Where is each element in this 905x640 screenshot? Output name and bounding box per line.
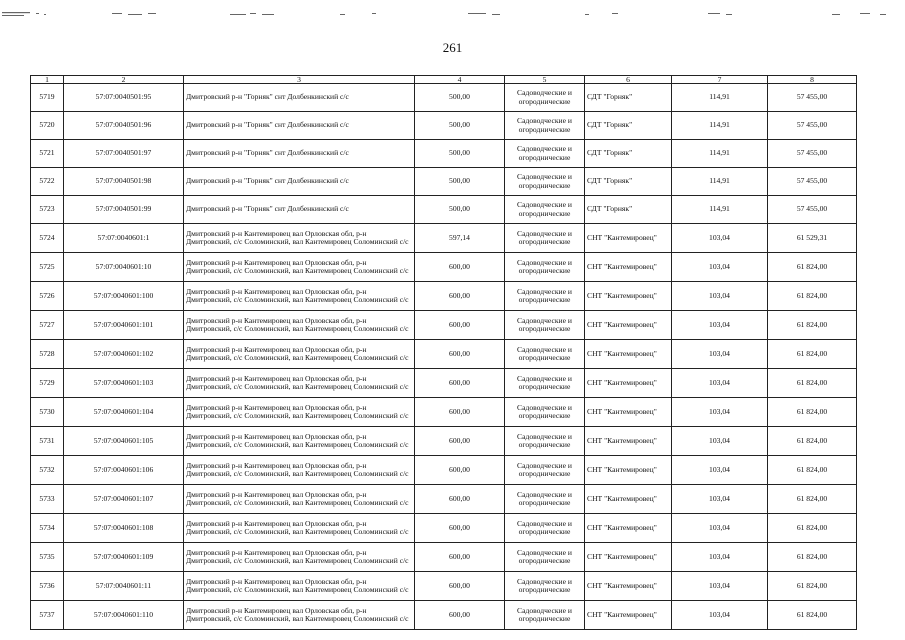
cadastral-value-cell: 57 455,00	[768, 84, 857, 112]
land-use-cell: Садоводческие и огороднические	[505, 543, 585, 572]
area-cell: 600,00	[415, 601, 505, 630]
organization-cell: СНТ "Кантемировец"	[585, 253, 672, 282]
specific-value-cell: 103,04	[672, 572, 768, 601]
area-cell: 597,14	[415, 224, 505, 253]
address-cell: Дмитровский р-н "Горняк" снт Долбенкинский с/с	[184, 196, 415, 224]
organization-cell: СНТ "Кантемировец"	[585, 311, 672, 340]
cadastral-value-cell: 61 824,00	[768, 456, 857, 485]
organization-cell: СДТ "Горняк"	[585, 196, 672, 224]
organization-cell: СНТ "Кантемировец"	[585, 427, 672, 456]
area-cell: 500,00	[415, 84, 505, 112]
cadastral-value-cell: 57 455,00	[768, 196, 857, 224]
table-row	[31, 369, 857, 398]
address-cell: Дмитровский р-н Кантемировец вал Орловская обл, р-н Дмитровский, с/с Соломинский, вал Кантемировец Соломинский с/с	[184, 340, 415, 369]
cadastral-number-cell: 57:07:0040601:101	[64, 311, 184, 340]
cadastral-value-cell: 61 529,31	[768, 224, 857, 253]
address-cell: Дмитровский р-н Кантемировец вал Орловская обл, р-н Дмитровский, с/с Соломинский, вал Кантемировец Соломинский с/с	[184, 369, 415, 398]
table-row	[31, 140, 857, 168]
col-header-1: 1	[31, 76, 64, 84]
cadastral-number-cell: 57:07:0040601:105	[64, 427, 184, 456]
land-use-cell: Садоводческие и огороднические	[505, 369, 585, 398]
row-number-cell: 5734	[31, 514, 64, 543]
organization-cell: СДТ "Горняк"	[585, 140, 672, 168]
land-use-cell: Садоводческие и огороднические	[505, 456, 585, 485]
table-row	[31, 601, 857, 630]
land-use-cell: Садоводческие и огороднические	[505, 196, 585, 224]
col-header-6: 6	[585, 76, 672, 84]
organization-cell: СДТ "Горняк"	[585, 168, 672, 196]
land-use-cell: Садоводческие и огороднические	[505, 140, 585, 168]
cadastral-number-cell: 57:07:0040601:108	[64, 514, 184, 543]
organization-cell: СНТ "Кантемировец"	[585, 485, 672, 514]
cadastral-number-cell: 57:07:0040501:96	[64, 112, 184, 140]
address-cell: Дмитровский р-н Кантемировец вал Орловская обл, р-н Дмитровский, с/с Соломинский, вал Кантемировец Соломинский с/с	[184, 601, 415, 630]
row-number-cell: 5726	[31, 282, 64, 311]
table-row	[31, 224, 857, 253]
organization-cell: СДТ "Горняк"	[585, 112, 672, 140]
specific-value-cell: 103,04	[672, 282, 768, 311]
cadastral-value-cell: 61 824,00	[768, 485, 857, 514]
row-number-cell: 5719	[31, 84, 64, 112]
land-use-cell: Садоводческие и огороднические	[505, 601, 585, 630]
table-row	[31, 311, 857, 340]
table-row	[31, 112, 857, 140]
organization-cell: СНТ "Кантемировец"	[585, 456, 672, 485]
organization-cell: СНТ "Кантемировец"	[585, 601, 672, 630]
cadastral-number-cell: 57:07:0040601:100	[64, 282, 184, 311]
table-row	[31, 282, 857, 311]
row-number-cell: 5737	[31, 601, 64, 630]
land-use-cell: Садоводческие и огороднические	[505, 398, 585, 427]
specific-value-cell: 114,91	[672, 168, 768, 196]
cadastral-value-cell: 57 455,00	[768, 168, 857, 196]
specific-value-cell: 103,04	[672, 543, 768, 572]
land-use-cell: Садоводческие и огороднические	[505, 572, 585, 601]
col-header-8: 8	[768, 76, 857, 84]
row-number-cell: 5730	[31, 398, 64, 427]
area-cell: 600,00	[415, 456, 505, 485]
cadastral-value-cell: 61 824,00	[768, 340, 857, 369]
table-row	[31, 168, 857, 196]
cadastral-number-cell: 57:07:0040601:10	[64, 253, 184, 282]
area-cell: 600,00	[415, 514, 505, 543]
cadastral-number-cell: 57:07:0040601:102	[64, 340, 184, 369]
area-cell: 600,00	[415, 485, 505, 514]
land-use-cell: Садоводческие и огороднические	[505, 485, 585, 514]
land-use-cell: Садоводческие и огороднические	[505, 514, 585, 543]
table-row	[31, 340, 857, 369]
land-use-cell: Садоводческие и огороднические	[505, 340, 585, 369]
cadastral-number-cell: 57:07:0040601:107	[64, 485, 184, 514]
cadastral-value-cell: 61 824,00	[768, 311, 857, 340]
row-number-cell: 5732	[31, 456, 64, 485]
address-cell: Дмитровский р-н "Горняк" снт Долбенкинский с/с	[184, 140, 415, 168]
col-header-7: 7	[672, 76, 768, 84]
specific-value-cell: 103,04	[672, 253, 768, 282]
specific-value-cell: 114,91	[672, 140, 768, 168]
area-cell: 500,00	[415, 168, 505, 196]
row-number-cell: 5733	[31, 485, 64, 514]
cadastral-number-cell: 57:07:0040601:104	[64, 398, 184, 427]
row-number-cell: 5725	[31, 253, 64, 282]
row-number-cell: 5736	[31, 572, 64, 601]
cadastral-value-cell: 61 824,00	[768, 427, 857, 456]
area-cell: 500,00	[415, 196, 505, 224]
cadastral-number-cell: 57:07:0040601:110	[64, 601, 184, 630]
land-use-cell: Садоводческие и огороднические	[505, 224, 585, 253]
cadastral-value-cell: 57 455,00	[768, 112, 857, 140]
specific-value-cell: 103,04	[672, 514, 768, 543]
address-cell: Дмитровский р-н Кантемировец вал Орловская обл, р-н Дмитровский, с/с Соломинский, вал Кантемировец Соломинский с/с	[184, 253, 415, 282]
cadastral-number-cell: 57:07:0040601:103	[64, 369, 184, 398]
row-number-cell: 5720	[31, 112, 64, 140]
specific-value-cell: 103,04	[672, 369, 768, 398]
address-cell: Дмитровский р-н Кантемировец вал Орловская обл, р-н Дмитровский, с/с Соломинский, вал Кантемировец Соломинский с/с	[184, 311, 415, 340]
address-cell: Дмитровский р-н Кантемировец вал Орловская обл, р-н Дмитровский, с/с Соломинский, вал Кантемировец Соломинский с/с	[184, 543, 415, 572]
specific-value-cell: 103,04	[672, 427, 768, 456]
organization-cell: СНТ "Кантемировец"	[585, 340, 672, 369]
col-header-5: 5	[505, 76, 585, 84]
specific-value-cell: 103,04	[672, 224, 768, 253]
organization-cell: СНТ "Кантемировец"	[585, 543, 672, 572]
table-row	[31, 543, 857, 572]
table-row	[31, 427, 857, 456]
specific-value-cell: 103,04	[672, 601, 768, 630]
specific-value-cell: 103,04	[672, 485, 768, 514]
cadastral-value-cell: 61 824,00	[768, 282, 857, 311]
address-cell: Дмитровский р-н Кантемировец вал Орловская обл, р-н Дмитровский, с/с Соломинский, вал Кантемировец Соломинский с/с	[184, 224, 415, 253]
specific-value-cell: 114,91	[672, 196, 768, 224]
table-row	[31, 514, 857, 543]
row-number-cell: 5727	[31, 311, 64, 340]
cadastral-value-cell: 61 824,00	[768, 601, 857, 630]
area-cell: 600,00	[415, 427, 505, 456]
organization-cell: СНТ "Кантемировец"	[585, 224, 672, 253]
cadastral-number-cell: 57:07:0040601:109	[64, 543, 184, 572]
row-number-cell: 5721	[31, 140, 64, 168]
land-use-cell: Садоводческие и огороднические	[505, 112, 585, 140]
table-row	[31, 456, 857, 485]
address-cell: Дмитровский р-н "Горняк" снт Долбенкинский с/с	[184, 168, 415, 196]
organization-cell: СНТ "Кантемировец"	[585, 572, 672, 601]
address-cell: Дмитровский р-н Кантемировец вал Орловская обл, р-н Дмитровский, с/с Соломинский, вал Кантемировец Соломинский с/с	[184, 427, 415, 456]
cadastral-number-cell: 57:07:0040501:99	[64, 196, 184, 224]
area-cell: 600,00	[415, 369, 505, 398]
specific-value-cell: 114,91	[672, 84, 768, 112]
organization-cell: СДТ "Горняк"	[585, 84, 672, 112]
land-use-cell: Садоводческие и огороднические	[505, 168, 585, 196]
row-number-cell: 5723	[31, 196, 64, 224]
area-cell: 600,00	[415, 340, 505, 369]
col-header-2: 2	[64, 76, 184, 84]
area-cell: 600,00	[415, 253, 505, 282]
land-use-cell: Садоводческие и огороднические	[505, 282, 585, 311]
address-cell: Дмитровский р-н Кантемировец вал Орловская обл, р-н Дмитровский, с/с Соломинский, вал Кантемировец Соломинский с/с	[184, 282, 415, 311]
specific-value-cell: 103,04	[672, 398, 768, 427]
address-cell: Дмитровский р-н Кантемировец вал Орловская обл, р-н Дмитровский, с/с Соломинский, вал Кантемировец Соломинский с/с	[184, 398, 415, 427]
table-row	[31, 572, 857, 601]
area-cell: 600,00	[415, 398, 505, 427]
area-cell: 500,00	[415, 112, 505, 140]
land-use-cell: Садоводческие и огороднические	[505, 84, 585, 112]
row-number-cell: 5722	[31, 168, 64, 196]
cadastral-number-cell: 57:07:0040601:11	[64, 572, 184, 601]
cadastral-value-cell: 61 824,00	[768, 572, 857, 601]
table-row	[31, 196, 857, 224]
row-number-cell: 5731	[31, 427, 64, 456]
specific-value-cell: 103,04	[672, 456, 768, 485]
organization-cell: СНТ "Кантемировец"	[585, 369, 672, 398]
area-cell: 500,00	[415, 140, 505, 168]
cadastral-number-cell: 57:07:0040601:106	[64, 456, 184, 485]
address-cell: Дмитровский р-н Кантемировец вал Орловская обл, р-н Дмитровский, с/с Соломинский, вал Кантемировец Соломинский с/с	[184, 572, 415, 601]
organization-cell: СНТ "Кантемировец"	[585, 514, 672, 543]
land-use-cell: Садоводческие и огороднические	[505, 253, 585, 282]
row-number-cell: 5724	[31, 224, 64, 253]
specific-value-cell: 103,04	[672, 311, 768, 340]
area-cell: 600,00	[415, 311, 505, 340]
area-cell: 600,00	[415, 572, 505, 601]
cadastral-value-cell: 61 824,00	[768, 253, 857, 282]
cadastral-value-cell: 57 455,00	[768, 140, 857, 168]
address-cell: Дмитровский р-н Кантемировец вал Орловская обл, р-н Дмитровский, с/с Соломинский, вал Кантемировец Соломинский с/с	[184, 456, 415, 485]
scan-noise-strip	[0, 8, 905, 22]
address-cell: Дмитровский р-н "Горняк" снт Долбенкинский с/с	[184, 84, 415, 112]
cadastral-number-cell: 57:07:0040601:1	[64, 224, 184, 253]
specific-value-cell: 114,91	[672, 112, 768, 140]
land-use-cell: Садоводческие и огороднические	[505, 311, 585, 340]
cadastral-value-cell: 61 824,00	[768, 398, 857, 427]
address-cell: Дмитровский р-н Кантемировец вал Орловская обл, р-н Дмитровский, с/с Соломинский, вал Кантемировец Соломинский с/с	[184, 485, 415, 514]
cadastral-number-cell: 57:07:0040501:97	[64, 140, 184, 168]
page-number: 261	[442, 40, 463, 55]
specific-value-cell: 103,04	[672, 340, 768, 369]
area-cell: 600,00	[415, 282, 505, 311]
address-cell: Дмитровский р-н "Горняк" снт Долбенкинский с/с	[184, 112, 415, 140]
cadastral-value-cell: 61 824,00	[768, 514, 857, 543]
table-row	[31, 253, 857, 282]
row-number-cell: 5729	[31, 369, 64, 398]
table-row	[31, 485, 857, 514]
col-header-3: 3	[184, 76, 415, 84]
area-cell: 600,00	[415, 543, 505, 572]
cadastral-value-cell: 61 824,00	[768, 543, 857, 572]
col-header-4: 4	[415, 76, 505, 84]
row-number-cell: 5728	[31, 340, 64, 369]
organization-cell: СНТ "Кантемировец"	[585, 398, 672, 427]
table-row	[31, 84, 857, 112]
cadastral-value-cell: 61 824,00	[768, 369, 857, 398]
organization-cell: СНТ "Кантемировец"	[585, 282, 672, 311]
address-cell: Дмитровский р-н Кантемировец вал Орловская обл, р-н Дмитровский, с/с Соломинский, вал Кантемировец Соломинский с/с	[184, 514, 415, 543]
header-row	[31, 76, 857, 84]
cadastral-number-cell: 57:07:0040501:95	[64, 84, 184, 112]
cadastral-number-cell: 57:07:0040501:98	[64, 168, 184, 196]
table-row	[31, 398, 857, 427]
land-use-cell: Садоводческие и огороднические	[505, 427, 585, 456]
row-number-cell: 5735	[31, 543, 64, 572]
land-plots-table	[30, 75, 857, 630]
